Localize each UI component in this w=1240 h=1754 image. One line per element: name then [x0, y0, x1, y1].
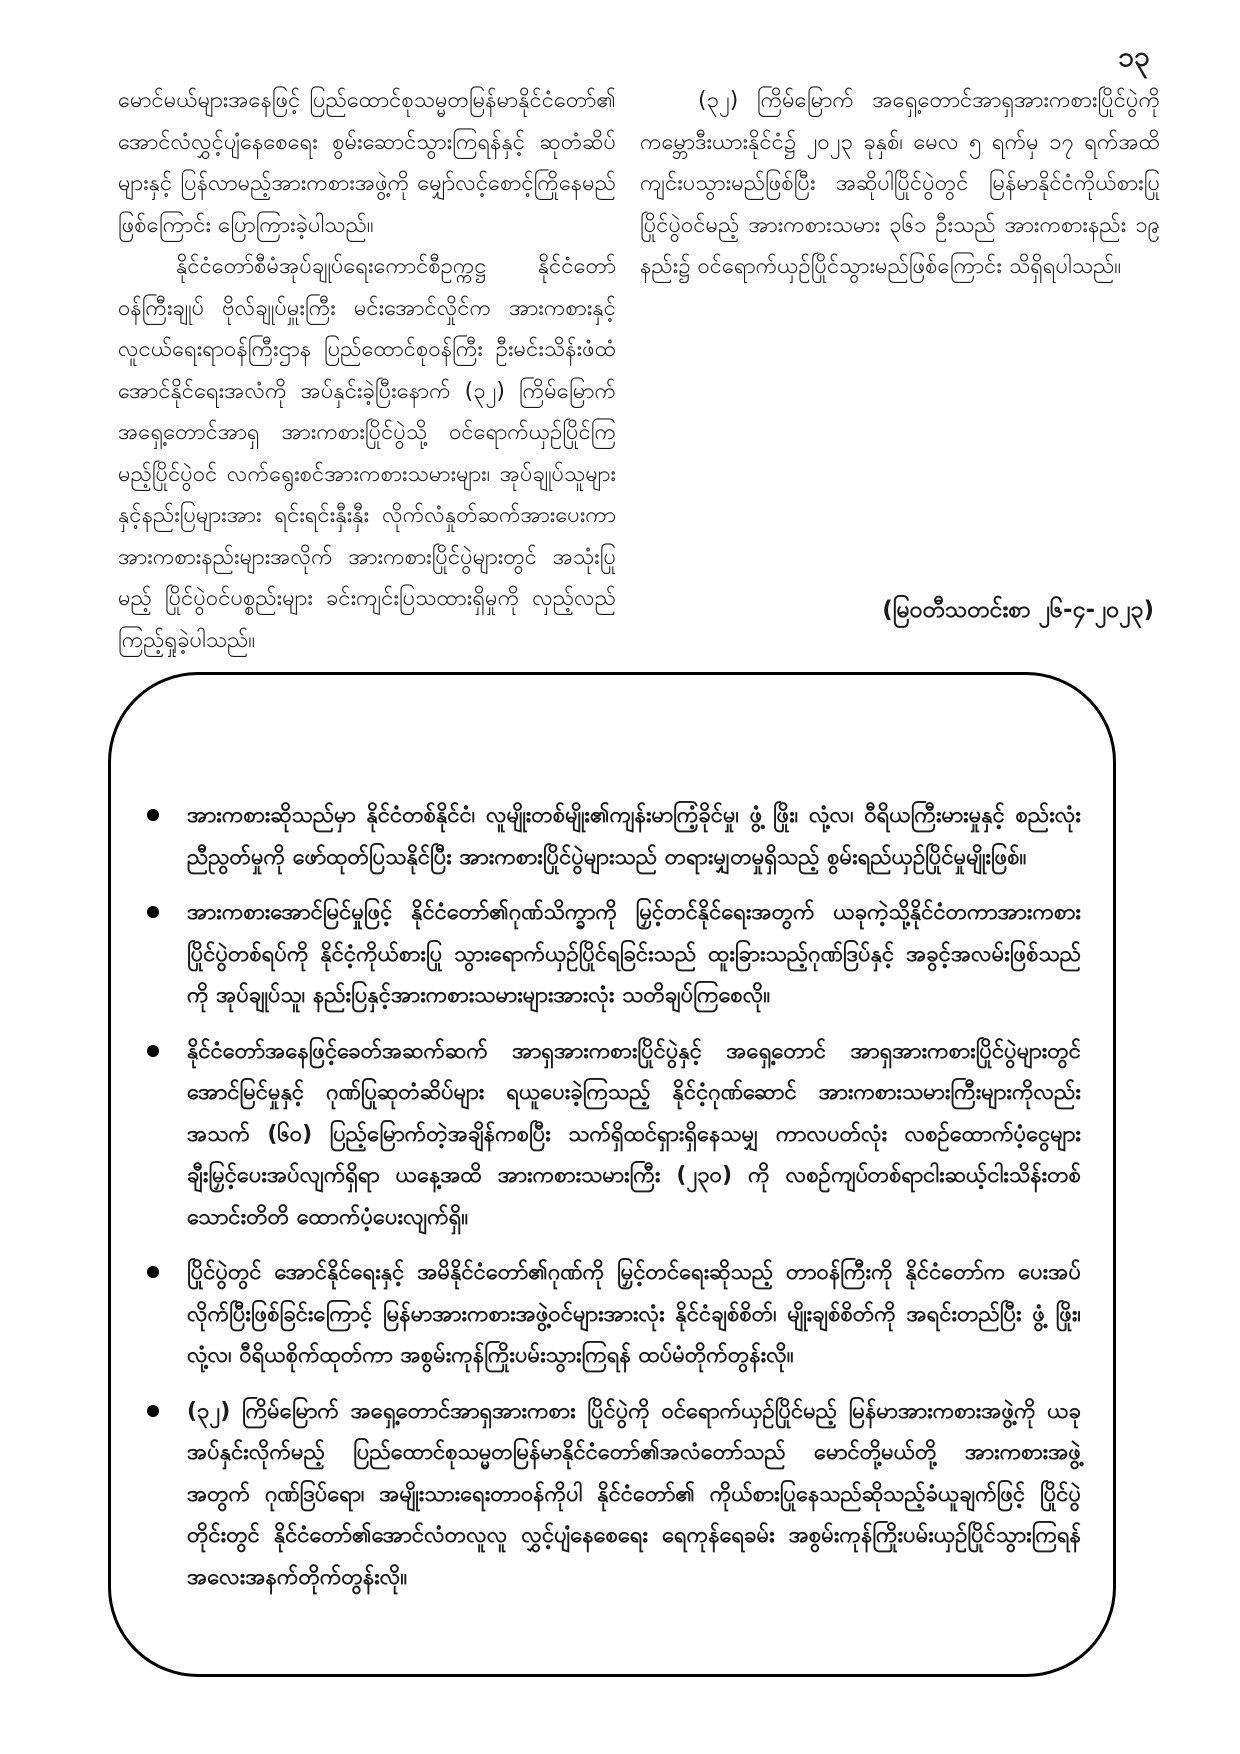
right-column: [640, 80, 1160, 288]
key-points-box: [108, 672, 1116, 1677]
key-point-text: နိုင်ငံတော်အနေဖြင့်ခေတ်အဆက်ဆက် အာရှအားကစားပြိုင်ပွဲနှင့် အရှေ့တောင် အာရှအားကစားပြိုင်ပွဲများတွင် အောင်မြင်မှုနှင့် ဂုဏ်ပြုဆုတံဆိပ်များ ရယူပေးခဲ့ကြသည့် နိုင်ငံ့ဂုဏ်ဆောင် အားကစားသမားကြီးများကိုလည်း အသက် (၆၀) ပြည့်မြောက်တဲ့အချိန်ကစပြီး သက်ရှိထင်ရှားရှိနေသမျှ ကာလပတ်လုံး လစဉ်ထောက်ပံ့ငွေများချီးမြှင့်ပေးအပ်လျက်ရှိရာ ယနေ့အထိ အားကစားသမားကြီး (၂၃၀) ကို လစဉ်ကျပ်တစ်ရာငါးဆယ့်ငါးသိန်းတစ်သောင်းတိတိ ထောက်ပံ့ပေးလျက်ရှိ။: [187, 1038, 1081, 1230]
key-point-item: [133, 795, 1081, 878]
key-point-text: အားကစားအောင်မြင်မှုဖြင့် နိုင်ငံတော်၏ဂုဏ်သိက္ခာကို မြှင့်တင်နိုင်ရေးအတွက် ယခုကဲ့သို့နိုင်ငံတကာအားကစားပြိုင်ပွဲတစ်ရပ်ကို နိုင်ငံ့ကိုယ်စားပြု သွားရောက်ယှဉ်ပြိုင်ရခြင်းသည် ထူးခြားသည့်ဂုဏ်ဒြပ်နှင့် အခွင့်အလမ်းဖြစ်သည်ကို အုပ်ချုပ်သူ၊ နည်းပြနှင့်အားကစားသမားများအားလုံး သတိချပ်ကြစေလို။: [187, 900, 1081, 1008]
key-point-text: ပြိုင်ပွဲတွင် အောင်နိုင်ရေးနှင့် အမိနိုင်ငံတော်၏ဂုဏ်ကို မြှင့်တင်ရေးဆိုသည့် တာဝန်ကြီးကို နိုင်ငံတော်က ပေးအပ်လိုက်ပြီးဖြစ်ခြင်းကြောင့် မြန်မာအားကစားအဖွဲ့ဝင်များအားလုံး နိုင်ငံချစ်စိတ်၊ မျိုးချစ်စိတ်ကို အရင်းတည်ပြီး ဖွံ့ ဖြိုး၊ လုံ့လ၊ ဝီရိယစိုက်ထုတ်ကာ အစွမ်းကုန်ကြိုးပမ်းသွားကြရန် ထပ်မံတိုက်တွန်းလို။: [187, 1260, 1081, 1368]
bullet-icon: [147, 1266, 159, 1278]
source-note: (မြဝတီသတင်းစာ ၂၆-၄-၂၀၂၃): [882, 597, 1154, 623]
bullet-icon: [147, 1045, 159, 1057]
key-point-item: [133, 892, 1081, 1017]
left-paragraph-1: မောင်မယ်များအနေဖြင့် ပြည်ထောင်စုသမ္မတမြန်မာနိုင်ငံတော်၏ အောင်လံလွှင့်ပျံနေစေရေး စွမ်းဆောင်သွားကြရန်နှင့် ဆုတံဆိပ်များနှင့် ပြန်လာမည့်အားကစားအဖွဲ့ကို မျှော်လင့်စောင့်ကြိုနေမည်ဖြစ်ကြောင်း ပြောကြားခဲ့ပါသည်။: [118, 88, 616, 238]
right-paragraph-1: (၃၂) ကြိမ်မြောက် အရှေ့တောင်အာရှအားကစားပြိုင်ပွဲကို ကမ္ဘောဒီးယားနိုင်ငံ၌ ၂၀၂၃ ခုနှစ်၊ မေလ ၅ ရက်မှ ၁၇ ရက်အထိ ကျင်းပသွားမည်ဖြစ်ပြီး အဆိုပါပြိုင်ပွဲတွင် မြန်မာနိုင်ငံကိုယ်စားပြု ပြိုင်ပွဲဝင်မည့် အားကစားသမား ၃၆၁ ဦးသည် အားကစားနည်း ၁၉ နည်း၌ ဝင်ရောက်ယှဉ်ပြိုင်သွားမည်ဖြစ်ကြောင်း သိရှိရပါသည်။: [640, 88, 1160, 279]
key-point-text: အားကစားဆိုသည်မှာ နိုင်ငံတစ်နိုင်ငံ၊ လူမျိုးတစ်မျိုး၏ကျန်းမာကြံ့ခိုင်မှု၊ ဖွံ့ ဖြိုး၊ လုံ့လ၊ ဝီရိယကြီးမားမှုနှင့် စည်းလုံးညီညွတ်မှုကို ဖော်ထုတ်ပြသနိုင်ပြီး အားကစားပြိုင်ပွဲများသည် တရားမျှတမှုရှိသည့် စွမ်းရည်ယှဉ်ပြိုင်မှုမျိုးဖြစ်။: [187, 803, 1081, 870]
key-point-item: [133, 1031, 1081, 1239]
key-point-text: (၃၂) ကြိမ်မြောက် အရှေ့တောင်အာရှအားကစား ပြိုင်ပွဲကို ဝင်ရောက်ယှဉ်ပြိုင်မည့် မြန်မာအားကစားအဖွဲ့ကို ယခုအပ်နှင်းလိုက်မည့် ပြည်ထောင်စုသမ္မတမြန်မာနိုင်ငံတော်၏အလံတော်သည် မောင်တို့မယ်တို့ အားကစားအဖွဲ့အတွက် ဂုဏ်ဒြပ်ရော၊ အမျိုးသားရေးတာဝန်ကိုပါ နိုင်ငံတော်၏ ကိုယ်စားပြုနေသည်ဆိုသည့်ခံယူချက်ဖြင့် ပြိုင်ပွဲတိုင်းတွင် နိုင်ငံတော်၏အောင်လံတလူလူ လွှင့်ပျံနေစေရေး ရေကုန်ရေခမ်း အစွမ်းကုန်ကြိုးပမ်းယှဉ်ပြိုင်သွားကြရန် အလေးအနက်တိုက်တွန်းလို။: [187, 1398, 1081, 1590]
left-paragraph-2: နိုင်ငံတော်စီမံအုပ်ချုပ်ရေးကောင်စီဥက္ကဋ္ဌ နိုင်ငံတော်ဝန်ကြီးချုပ် ဗိုလ်ချုပ်မှူးကြီး မင်းအောင်လှိုင်က အားကစားနှင့်လူငယ်ရေးရာဝန်ကြီးဌာန ပြည်ထောင်စုဝန်ကြီး ဦးမင်းသိန်းဖံထံ အောင်နိုင်ရေးအလံကို အပ်နှင်းခဲ့ပြီးနောက် (၃၂) ကြိမ်မြောက် အရှေ့တောင်အာရှ အားကစားပြိုင်ပွဲသို့ ဝင်ရောက်ယှဉ်ပြိုင်ကြမည့်ပြိုင်ပွဲဝင် လက်ရွေးစင်အားကစားသမားများ၊ အုပ်ချုပ်သူများနှင့်နည်းပြများအား ရင်းရင်းနှီးနှီး လိုက်လံနှုတ်ဆက်အားပေးကာ အားကစားနည်းများအလိုက် အားကစားပြိုင်ပွဲများတွင် အသုံးပြုမည့် ပြိုင်ပွဲဝင်ပစ္စည်းများ ခင်းကျင်းပြသထားရှိမှုကို လှည့်လည်ကြည့်ရှုခဲ့ပါသည်။: [118, 254, 616, 653]
left-column: [118, 80, 616, 661]
page-number: ၁၃: [1118, 40, 1150, 73]
key-point-item: [133, 1391, 1081, 1599]
bullet-icon: [147, 809, 159, 821]
key-point-item: [133, 1252, 1081, 1377]
key-points-list: [133, 795, 1081, 1612]
bullet-icon: [147, 1405, 159, 1417]
bullet-icon: [147, 906, 159, 918]
